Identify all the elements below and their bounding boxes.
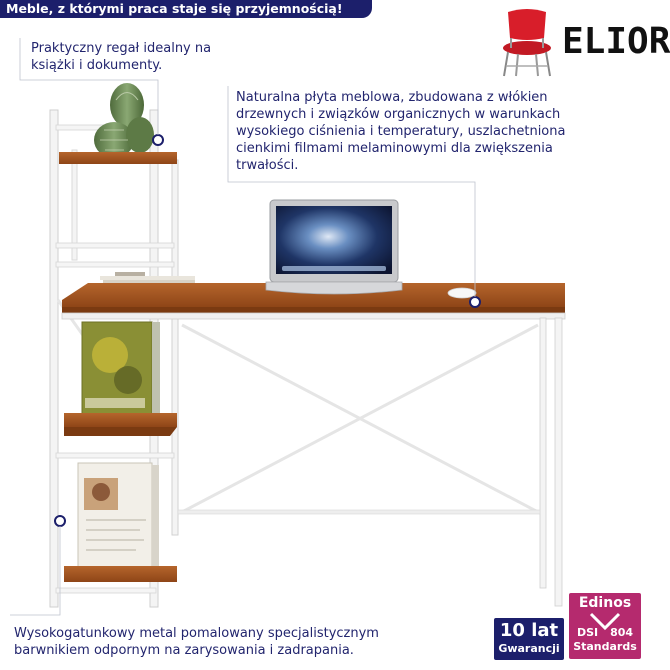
warranty-label: Gwarancji: [498, 642, 560, 655]
standards-sub: Standards: [573, 640, 637, 653]
note-board: [236, 89, 565, 174]
cactus-plant: [94, 83, 154, 158]
note-board-line: Naturalna płyta meblowa, zbudowana z włókien: [236, 90, 548, 105]
standards-badge: [569, 593, 641, 659]
note-shelf-line: książki i dokumenty.: [31, 58, 163, 73]
note-board-line: wysokiego ciśnienia i temperatury, uszlachetniona: [236, 124, 566, 139]
note-shelf: [31, 40, 211, 74]
checkmark-icon: [569, 612, 641, 630]
note-metal-line: Wysokogatunkowy metal pomalowany specjalistycznym: [14, 626, 379, 641]
laptop: [266, 200, 402, 294]
middle-shelf-board: [64, 413, 177, 427]
desk-frame: [178, 318, 562, 606]
note-shelf-line: Praktyczny regał idealny na: [31, 41, 212, 56]
warranty-years: 10 lat: [499, 620, 559, 641]
tagline-banner: Meble, z którymi praca staje się przyjemnością!: [0, 0, 372, 18]
warranty-badge: [494, 618, 564, 660]
bottom-shelf-board: [64, 566, 177, 582]
standards-name: Edinos: [578, 595, 632, 611]
marker-shelf: [153, 135, 163, 145]
standards-code-right: 804: [610, 626, 634, 639]
top-shelf-board: [59, 152, 177, 164]
book-sunflower: [82, 322, 160, 428]
note-board-line: cienkimi filmami melaminowymi dla zwiększenia: [236, 141, 553, 156]
marker-board: [470, 297, 480, 307]
note-board-line: trwałości.: [236, 158, 299, 173]
standards-code-left: DSI: [576, 626, 599, 639]
brand-name: ELIOR: [562, 21, 670, 62]
mouse: [448, 288, 476, 298]
note-board-line: drzewnych i związków organicznych w warunkach: [236, 107, 561, 122]
book-stack-lower: [78, 463, 159, 573]
note-metal-line: barwnikiem odpornym na zarysowania i zadrapania.: [14, 643, 354, 658]
marker-metal: [55, 516, 65, 526]
note-metal: [14, 625, 379, 659]
